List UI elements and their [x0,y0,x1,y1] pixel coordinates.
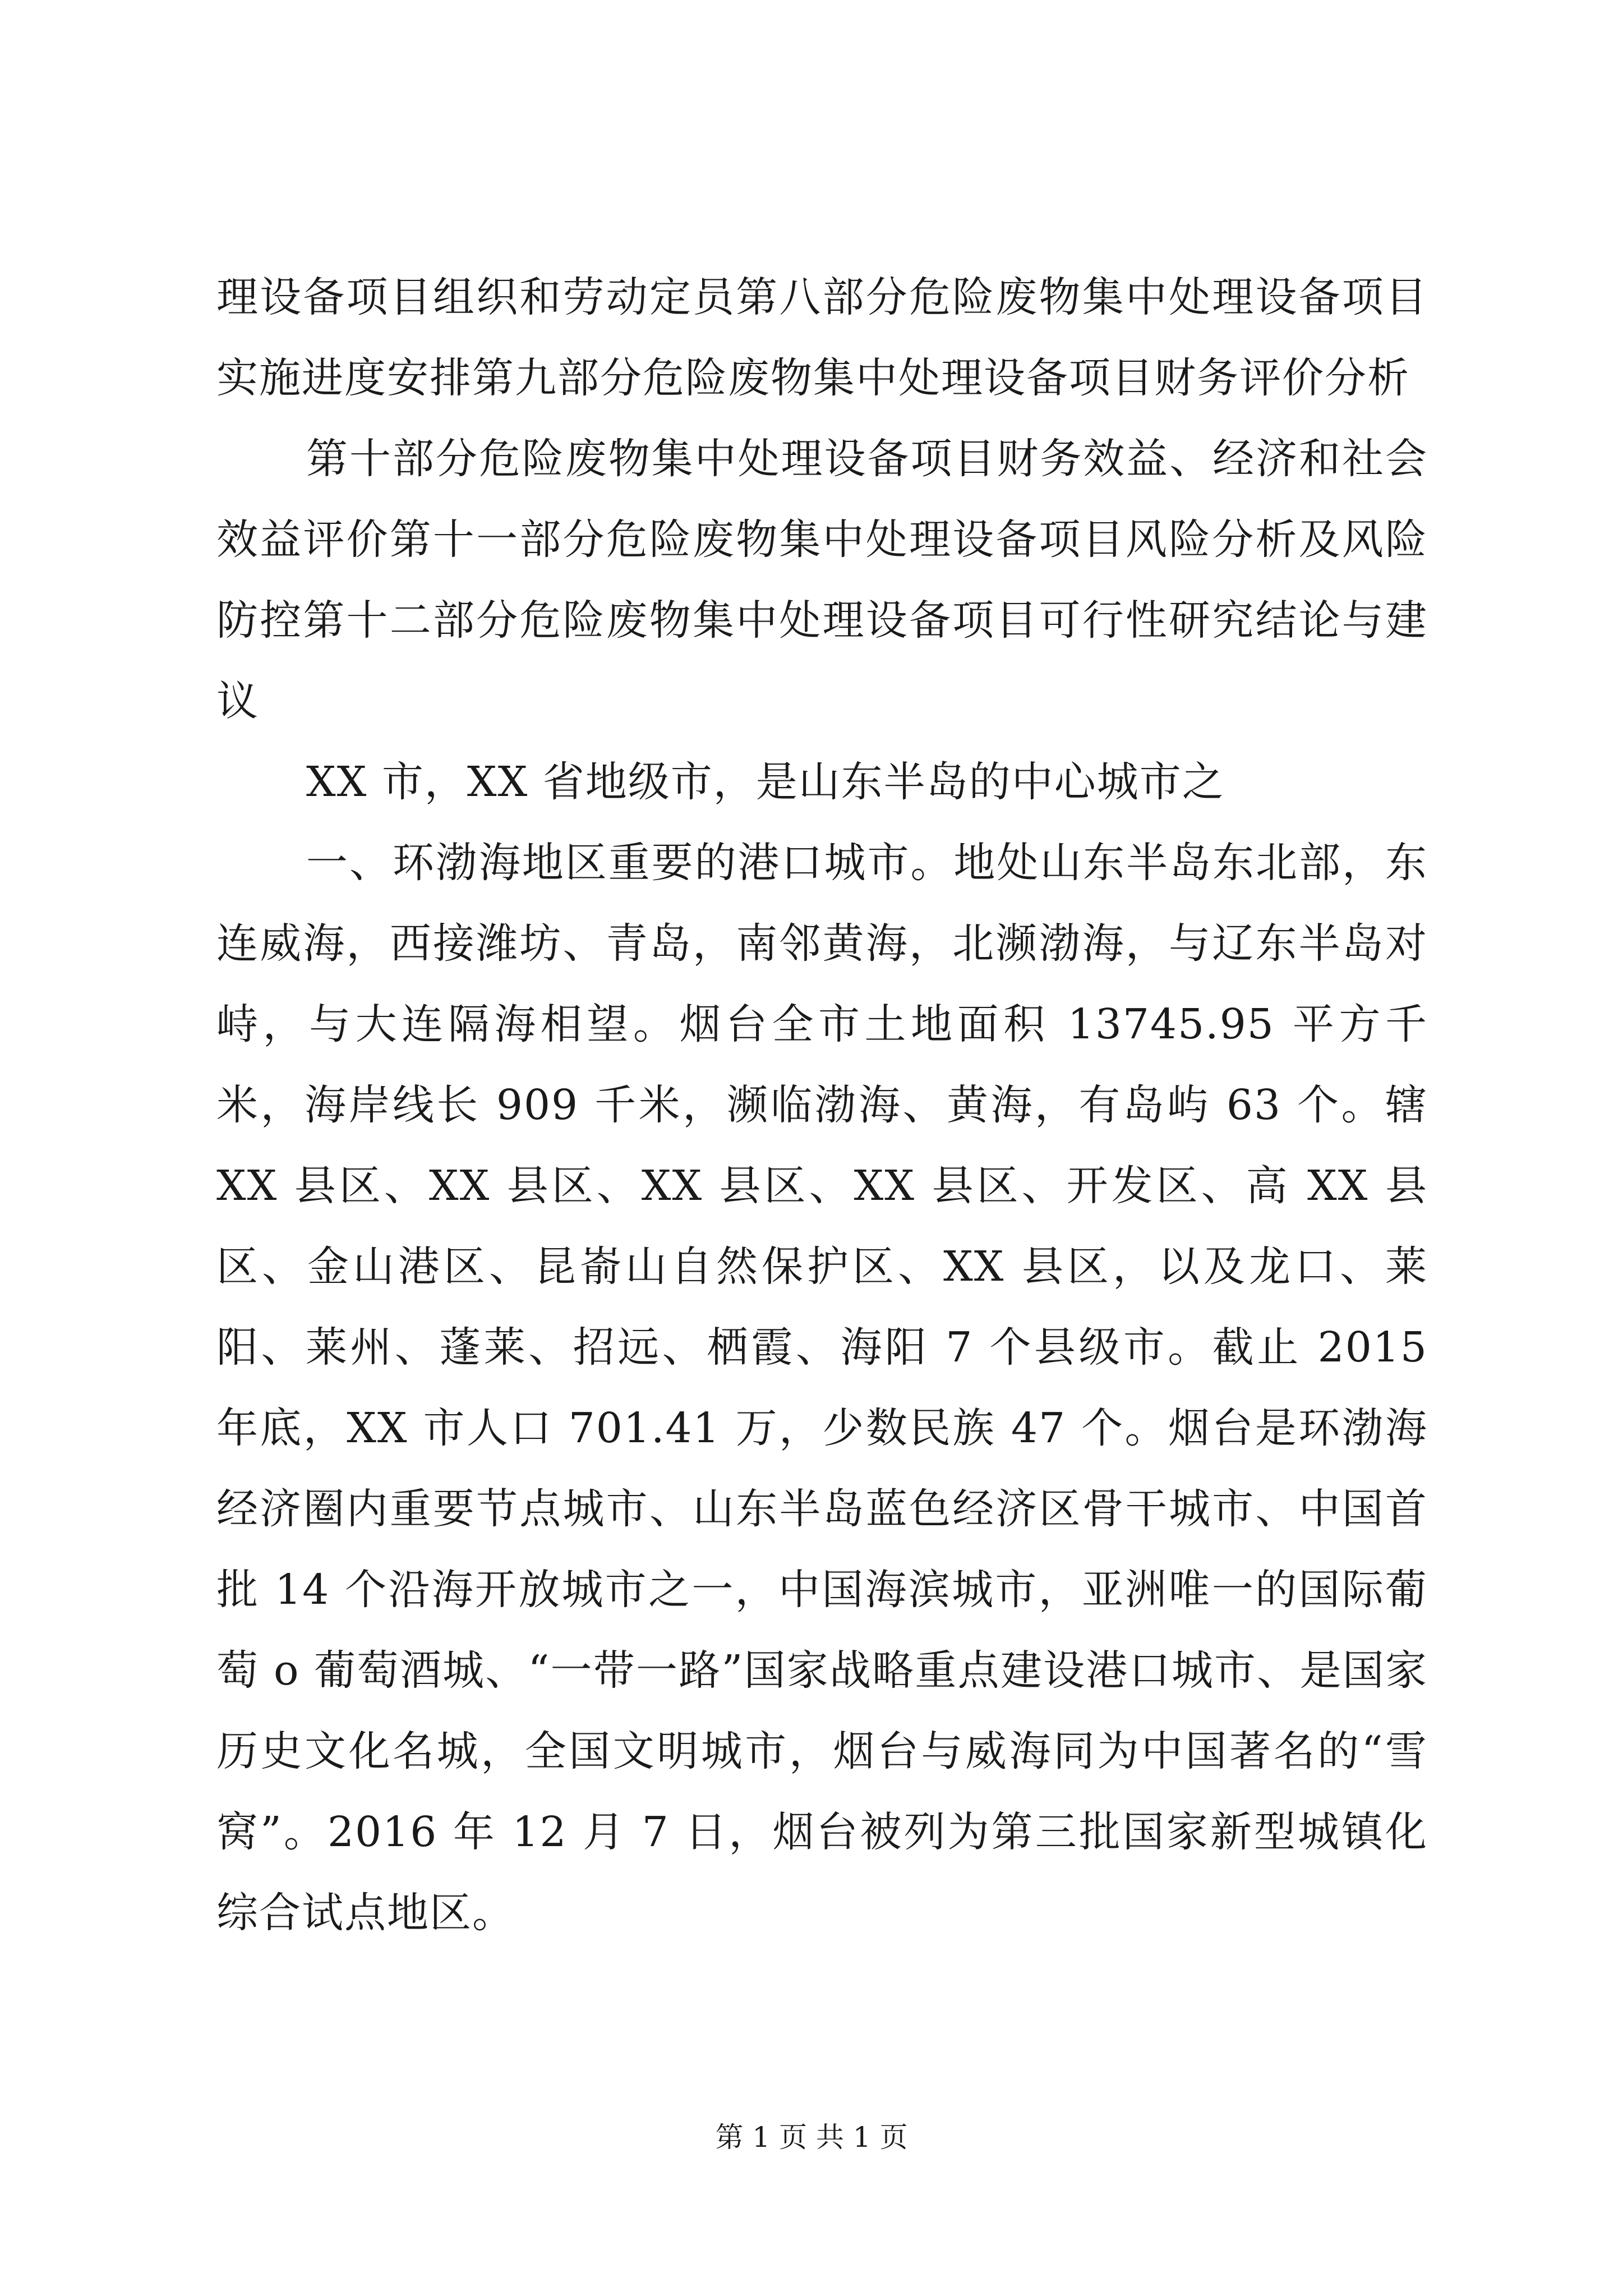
paragraph-2: 第十部分危险废物集中处理设备项目财务效益、经济和社会效益评价第十一部分危险废物集中处理设备项目风险分析及风险防控第十二部分危险废物集中处理设备项目可行性研究结论与建议 [216,435,1428,725]
paragraph-3: XX 市，XX 省地级市，是山东半岛的中心城市之 [306,758,1225,806]
paragraph-4: 一、环渤海地区重要的港口城市。地处山东半岛东北部，东连威海，西接潍坊、青岛，南邻黄海，北濒渤海，与辽东半岛对峙，与大连隔海相望。烟台全市土地面积 13745.95 平方千米，海岸线长 909 千米，濒临渤海、黄海，有岛屿 63 个。辖 XX 县区、XX 县区、XX 县区、XX 县区、开发区、高 XX 县区、金山港区、昆嵛山自然保护区、XX 县区，以及龙口、莱阳、莱州、蓬莱、招远、栖霞、海阳 7 个县级市。截止 2015 年底，XX 市人口 701.41 万，少数民族 47 个。烟台是环渤海经济圈内重要节点城市、山东半岛蓝色经济区骨干城市、中国首批 14 个沿海开放城市之一，中国海滨城市，亚洲唯一的国际葡萄 o 葡萄酒城、“一带一路”国家战略重点建设港口城市、是国家历史文化名城，全国文明城市，烟台与威海同为中国著名的“雪窝”。2016 年 12 月 7 日，烟台被列为第三批国家新型城镇化综合试点地区。 [216,839,1428,1937]
paragraph-1: 理设备项目组织和劳动定员第八部分危险废物集中处理设备项目实施进度安排第九部分危险废物集中处理设备项目财务评价分析 [216,273,1428,402]
page-footer: 第 1 页 共 1 页 [715,2121,908,2154]
document-body [216,257,1428,1953]
